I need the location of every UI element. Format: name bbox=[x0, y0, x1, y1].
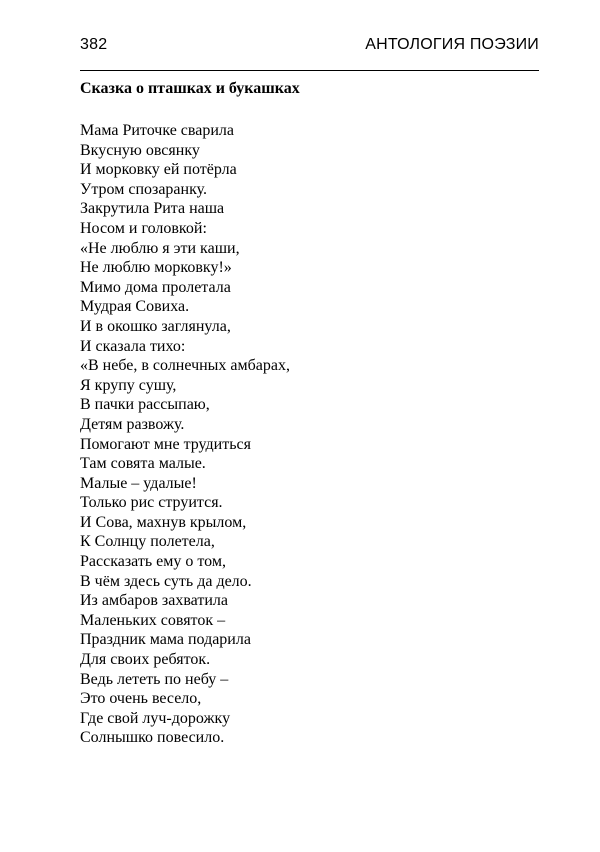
poem-body bbox=[80, 121, 290, 748]
poem-line: «Не люблю я эти каши, bbox=[80, 239, 240, 257]
poem-line: К Солнцу полетела, bbox=[80, 533, 215, 551]
poem-line: Мудрая Совиха. bbox=[80, 298, 190, 316]
poem-line: И морковку ей потёрла bbox=[80, 161, 237, 179]
poem-line: Носом и головкой: bbox=[80, 219, 207, 237]
poem-line: Где свой луч-дорожку bbox=[80, 709, 231, 727]
poem-line: «В небе, в солнечных амбарах, bbox=[80, 357, 290, 375]
running-title: АНТОЛОГИЯ ПОЭЗИИ bbox=[365, 36, 539, 53]
poem-line: Вкусную овсянку bbox=[80, 141, 200, 159]
page-header bbox=[80, 36, 539, 58]
poem-line: Праздник мама подарила bbox=[80, 631, 251, 649]
poem-line: Рассказать ему о том, bbox=[80, 553, 226, 571]
poem-line: Только рис струится. bbox=[80, 494, 223, 512]
poem-line: Ведь лететь по небу – bbox=[80, 670, 229, 688]
poem-line: Помогают мне трудиться bbox=[80, 435, 251, 453]
poem-line: Утром спозаранку. bbox=[80, 180, 208, 198]
poem-line: Из амбаров захватила bbox=[80, 592, 228, 610]
poem-line: Солнышко повесило. bbox=[80, 729, 225, 747]
poem-line: Там совята малые. bbox=[80, 455, 206, 473]
poem-line: Маленьких совяток – bbox=[80, 611, 226, 629]
poem-line: Малые – удалые! bbox=[80, 474, 197, 492]
header-divider bbox=[80, 70, 539, 71]
poem-line: И в окошко заглянула, bbox=[80, 317, 231, 335]
poem-title: Сказка о пташках и букашках bbox=[80, 80, 300, 97]
poem-line: Для своих ребяток. bbox=[80, 651, 211, 669]
poem-line: В пачки рассыпаю, bbox=[80, 396, 210, 414]
poem-line: Не люблю морковку!» bbox=[80, 259, 232, 277]
poem-line: И Сова, махнув крылом, bbox=[80, 513, 247, 531]
page-number: 382 bbox=[80, 36, 108, 53]
poem-line: Детям развожу. bbox=[80, 415, 185, 433]
poem-line: Это очень весело, bbox=[80, 690, 202, 708]
poem-line: В чём здесь суть да дело. bbox=[80, 572, 252, 590]
poem-line: И сказала тихо: bbox=[80, 337, 186, 355]
poem-line: Закрутила Рита наша bbox=[80, 200, 225, 218]
poem-line: Мама Риточке сварила bbox=[80, 122, 234, 139]
poem-line: Я крупу сушу, bbox=[80, 376, 177, 394]
poem-line: Мимо дома пролетала bbox=[80, 278, 231, 296]
